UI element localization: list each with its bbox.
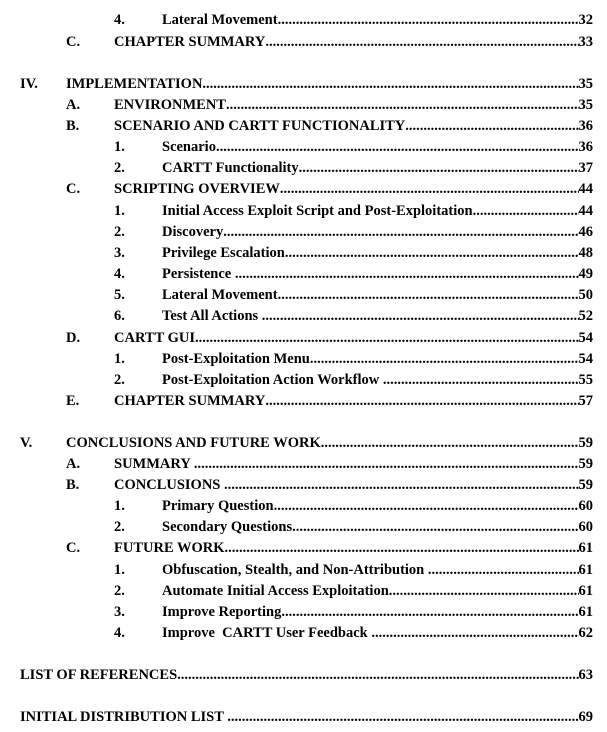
toc-entry-number: 2. xyxy=(114,160,125,176)
toc-entry xyxy=(0,306,607,326)
toc-entry-line xyxy=(162,496,593,516)
toc-entry-page-number: 55 xyxy=(578,372,593,388)
toc-entry-line xyxy=(114,391,593,411)
toc-entry-number: 3. xyxy=(114,604,125,620)
toc-entry-line xyxy=(162,560,593,580)
toc-entry-page-number: 44 xyxy=(578,203,593,219)
toc-entry xyxy=(0,264,607,284)
toc-entry-title: SCRIPTING OVERVIEW xyxy=(114,181,280,197)
toc-entry xyxy=(0,496,607,516)
toc-entry-page-number: 44 xyxy=(578,181,593,197)
toc-entry-number: 1. xyxy=(114,498,125,514)
toc-entry-line xyxy=(162,581,593,601)
toc-dot-leader xyxy=(202,74,578,94)
toc-entry-line xyxy=(162,349,593,369)
toc-dot-leader xyxy=(389,581,579,601)
toc-entry-line xyxy=(162,158,593,178)
toc-entry-number: IV. xyxy=(20,76,38,92)
toc-dot-leader xyxy=(321,433,579,453)
toc-entry-line xyxy=(114,475,593,495)
toc-entry-page-number: 36 xyxy=(578,118,593,134)
toc-dot-leader xyxy=(226,95,579,115)
toc-entry xyxy=(0,179,607,199)
toc-entry-title: INITIAL DISTRIBUTION LIST xyxy=(20,709,228,725)
toc-entry-page-number: 36 xyxy=(578,139,593,155)
toc-dot-leader xyxy=(227,707,578,727)
toc-entry xyxy=(0,328,607,348)
toc-entry xyxy=(0,243,607,263)
toc-entry-title: CONCLUSIONS xyxy=(114,477,224,493)
toc-entry-page-number: 54 xyxy=(578,351,593,367)
toc-entry-number: 1. xyxy=(114,351,125,367)
toc-dot-leader xyxy=(224,475,579,495)
toc-entry-title: LIST OF REFERENCES xyxy=(20,667,178,683)
toc-entry-title: Privilege Escalation xyxy=(162,245,285,261)
toc-entry-number: A. xyxy=(66,97,81,113)
toc-entry-line xyxy=(162,623,593,643)
toc-entry-number: 4. xyxy=(114,625,125,641)
toc-entry-number: C. xyxy=(66,34,81,50)
toc-entry-title: Lateral Movement xyxy=(162,12,278,28)
toc-dot-leader xyxy=(223,222,578,242)
toc-entry-number: 2. xyxy=(114,224,125,240)
toc-entry-page-number: 54 xyxy=(578,330,593,346)
toc-entry-title: Persistence xyxy=(162,266,235,282)
toc-entry xyxy=(0,137,607,157)
toc-entry xyxy=(0,433,607,453)
toc-entry-page-number: 59 xyxy=(578,477,593,493)
toc-entry-line xyxy=(162,201,593,221)
toc-entry xyxy=(0,454,607,474)
toc-entry xyxy=(0,581,607,601)
toc-dot-leader xyxy=(274,496,579,516)
toc-dot-leader xyxy=(428,560,579,580)
toc-entry-number: V. xyxy=(20,435,33,451)
toc-entry-line xyxy=(114,179,593,199)
toc-entry-line xyxy=(66,74,593,94)
toc-dot-leader xyxy=(292,517,578,537)
toc-entry xyxy=(0,665,607,685)
toc-dot-leader xyxy=(383,370,579,390)
toc-entry xyxy=(0,707,607,727)
toc-entry xyxy=(0,201,607,221)
toc-entry-number: C. xyxy=(66,540,81,556)
toc-entry-title: Obfuscation, Stealth, and Non-Attribution xyxy=(162,562,428,578)
toc-entry-title: CARTT GUI xyxy=(114,330,196,346)
toc-entry xyxy=(0,158,607,178)
toc-dot-leader xyxy=(265,391,578,411)
toc-dot-leader xyxy=(280,179,579,199)
toc-entry-page-number: 69 xyxy=(578,709,593,725)
toc-entry xyxy=(0,10,607,30)
toc-entry xyxy=(0,222,607,242)
toc-entry-number: D. xyxy=(66,330,81,346)
toc-entry-title: Lateral Movement xyxy=(162,287,278,303)
toc-entry xyxy=(0,623,607,643)
toc-entry-page-number: 61 xyxy=(578,604,593,620)
toc-entry-page-number: 49 xyxy=(578,266,593,282)
toc-entry-title: SUMMARY xyxy=(114,456,194,472)
toc-entry-page-number: 46 xyxy=(578,224,593,240)
toc-entry-title: Discovery xyxy=(162,224,224,240)
toc-entry-title: Initial Access Exploit Script and Post-Exploitation xyxy=(162,203,473,219)
toc-entry-line xyxy=(162,222,593,242)
toc-entry-title: Post-Exploitation Action Workflow xyxy=(162,372,383,388)
toc-entry-title: FUTURE WORK xyxy=(114,540,225,556)
toc-entry xyxy=(0,602,607,622)
toc-dot-leader xyxy=(473,201,579,221)
toc-entry xyxy=(0,475,607,495)
toc-dot-leader xyxy=(278,285,579,305)
toc-entry xyxy=(0,74,607,94)
toc-entry-line xyxy=(114,95,593,115)
toc-entry-line xyxy=(162,602,593,622)
toc-entry-line xyxy=(162,517,593,537)
toc-entry-number: 2. xyxy=(114,519,125,535)
toc-entry xyxy=(0,349,607,369)
toc-entry-page-number: 63 xyxy=(578,667,593,683)
toc-entry-line xyxy=(114,538,593,558)
toc-entry-number: 1. xyxy=(114,139,125,155)
toc-entry-page-number: 48 xyxy=(578,245,593,261)
toc-entry-title: Improve CARTT User Feedback xyxy=(162,625,372,641)
toc-entry-line xyxy=(162,370,593,390)
toc-entry-number: C. xyxy=(66,181,81,197)
toc-dot-leader xyxy=(194,454,579,474)
toc-entry-page-number: 59 xyxy=(578,456,593,472)
toc-entry-number: 4. xyxy=(114,12,125,28)
toc-entry-page-number: 62 xyxy=(578,625,593,641)
toc-entry-title: Post-Exploitation Menu xyxy=(162,351,310,367)
toc-entry-number: 2. xyxy=(114,372,125,388)
toc-dot-leader xyxy=(285,243,579,263)
toc-entry-page-number: 50 xyxy=(578,287,593,303)
toc-entry-title: Secondary Questions xyxy=(162,519,293,535)
toc-entry-line xyxy=(66,433,593,453)
toc-entry-line xyxy=(114,328,593,348)
toc-entry xyxy=(0,32,607,52)
toc-entry-page-number: 52 xyxy=(578,308,593,324)
toc-entry-number: 4. xyxy=(114,266,125,282)
toc-entry xyxy=(0,95,607,115)
toc-entry xyxy=(0,391,607,411)
toc-dot-leader xyxy=(310,349,579,369)
toc-entry-title: IMPLEMENTATION xyxy=(66,76,203,92)
toc-entry-page-number: 33 xyxy=(578,34,593,50)
toc-dot-leader xyxy=(299,158,579,178)
toc-entry-page-number: 35 xyxy=(578,97,593,113)
toc-dot-leader xyxy=(216,137,579,157)
toc-entry-title: CHAPTER SUMMARY xyxy=(114,34,266,50)
toc-entry-line xyxy=(114,32,593,52)
toc-entry-title: Scenario xyxy=(162,139,216,155)
toc-dot-leader xyxy=(177,665,578,685)
toc-entry-title: Primary Question xyxy=(162,498,274,514)
toc-entry-page-number: 61 xyxy=(578,562,593,578)
toc-entry-line xyxy=(162,285,593,305)
toc-dot-leader xyxy=(405,116,578,136)
toc-entry-page-number: 37 xyxy=(578,160,593,176)
toc-entry-page-number: 61 xyxy=(578,583,593,599)
toc-dot-leader xyxy=(371,623,578,643)
toc-entry-page-number: 32 xyxy=(578,12,593,28)
toc-dot-leader xyxy=(225,538,579,558)
toc-dot-leader xyxy=(195,328,578,348)
toc-entry-title: CONCLUSIONS AND FUTURE WORK xyxy=(66,435,321,451)
toc-entry-number: E. xyxy=(66,393,80,409)
toc-entry xyxy=(0,538,607,558)
toc-entry-title: Automate Initial Access Exploitation xyxy=(162,583,389,599)
toc-entry-page-number: 59 xyxy=(578,435,593,451)
toc-entry-number: B. xyxy=(66,477,80,493)
toc-entry-line xyxy=(162,306,593,326)
toc-entry-title: Improve Reporting xyxy=(162,604,282,620)
toc-entry-title: SCENARIO AND CARTT FUNCTIONALITY xyxy=(114,118,406,134)
toc-entry-page-number: 60 xyxy=(578,498,593,514)
toc-entry xyxy=(0,370,607,390)
toc-entry-line xyxy=(162,137,593,157)
toc-entry-line xyxy=(20,665,593,685)
toc-entry-number: 1. xyxy=(114,203,125,219)
toc-entry-title: CHAPTER SUMMARY xyxy=(114,393,266,409)
toc-entry-number: 5. xyxy=(114,287,125,303)
toc-entry-number: 3. xyxy=(114,245,125,261)
toc-entry xyxy=(0,560,607,580)
toc-entry-page-number: 61 xyxy=(578,540,593,556)
toc-entry-number: B. xyxy=(66,118,80,134)
toc-entry-line xyxy=(162,264,593,284)
toc-dot-leader xyxy=(235,264,579,284)
toc-entry xyxy=(0,285,607,305)
toc-entry-line xyxy=(162,10,593,30)
toc-entry-title: Test All Actions xyxy=(162,308,262,324)
toc-entry-number: 2. xyxy=(114,583,125,599)
toc-dot-leader xyxy=(262,306,579,326)
toc-entry-line xyxy=(114,454,593,474)
toc-entry-line xyxy=(162,243,593,263)
toc-entry-page-number: 60 xyxy=(578,519,593,535)
toc-entry-number: 6. xyxy=(114,308,125,324)
toc-dot-leader xyxy=(265,32,578,52)
toc-entry xyxy=(0,116,607,136)
toc-entry-title: ENVIRONMENT xyxy=(114,97,226,113)
toc-entry-line xyxy=(20,707,593,727)
toc-entry xyxy=(0,517,607,537)
toc-entry-page-number: 35 xyxy=(578,76,593,92)
toc-entry-title: CARTT Functionality xyxy=(162,160,299,176)
toc-entry-page-number: 57 xyxy=(578,393,593,409)
toc-dot-leader xyxy=(281,602,578,622)
toc-entry-line xyxy=(114,116,593,136)
toc-entry-number: A. xyxy=(66,456,81,472)
toc-entry-number: 1. xyxy=(114,562,125,578)
toc-dot-leader xyxy=(278,10,579,30)
